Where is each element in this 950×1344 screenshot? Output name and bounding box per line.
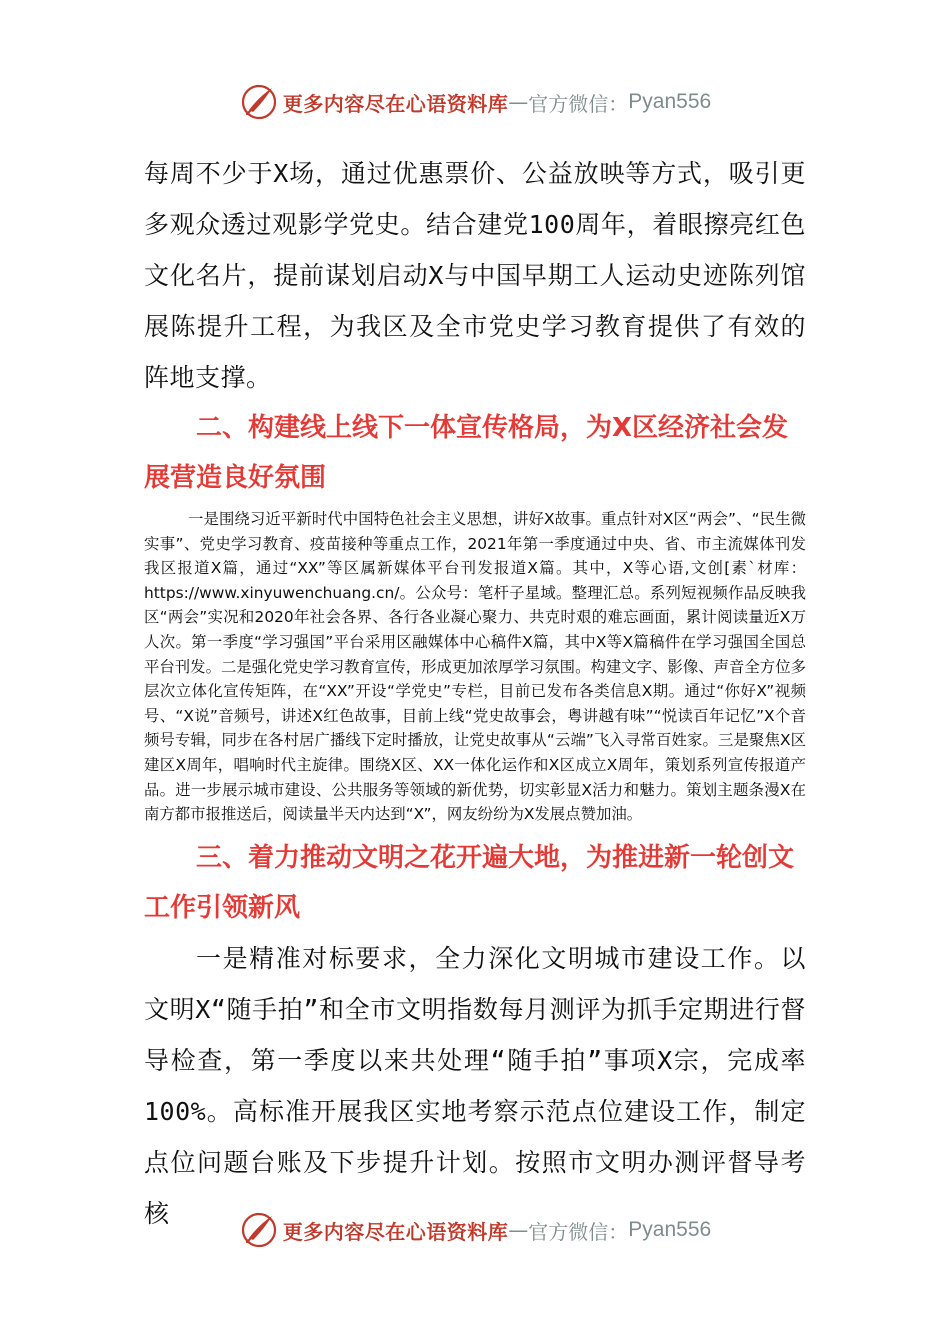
paragraph-2: 一是围绕习近平新时代中国特色社会主义思想，讲好X故事。重点针对X区“两会”、“民生微实事”、党史学习教育、疫苗接种等重点工作，2021年第一季度通过中央、省、市主流媒体刊发我区报道X篇，通过“XX”等区属新媒体平台刊发报道X篇。其中，X等心语,文创[素`材库：https://www.xinyuwenchuang.cn/。公众号：笔杆子星域。整理汇总。系列短视频作品反映我区“两会”实况和2020年社会各界、各行各业凝心聚力、共克时艰的难忘画面，累计阅读量近X万人次。第一季度“学习强国”平台采用区融媒体中心稿件X篇，其中X等X篇稿件在学习强国全国总平台刊发。二是强化党史学习教育宣传，形成更加浓厚学习氛围。构建文字、影像、声音全方位多层次立体化宣传矩阵，在“XX”开设“学党史”专栏，目前已发布各类信息X期。通过“你好X”视频号、“X说”音频号，讲述X红色故事，目前上线“党史故事会，粤讲越有味”“悦读百年记忆”X个音频号专辑，同步在各村居广播线下定时播放，让党史故事从“云端”飞入寻常百姓家。三是聚焦X区建区X周年，唱响时代主旋律。围绕X区、XX一体化运作和X区成立X周年，策划系列宣传报道产品。进一步展示城市建设、公共服务等领域的新优势，切实彰显X活力和魅力。策划主题条漫X在南方都市报推送后，阅读量半天内达到“X”，网友纷纷为X发展点赞加油。 [144, 510, 806, 824]
page-header [0, 80, 950, 124]
header-wechat-label: 官方微信： [528, 91, 629, 116]
paragraph-1: 每周不少于X场，通过优惠票价、公益放映等方式，吸引更多观众透过观影学党史。结合建党100周年，着眼擦亮红色文化名片，提前谋划启动X与中国早期工人运动史迹陈列馆展陈提升工程，为我区及全市党史学习教育提供了有效的阵地支撑。 [144, 159, 806, 392]
section-heading-3: 三、着力推动文明之花开遍大地，为推进新一轮创文工作引领新风 [144, 842, 795, 923]
paragraph-3: 一是精准对标要求，全力深化文明城市建设工作。以文明X“随手拍”和全市文明指数每月测评为抓手定期进行督导检查，第一季度以来共处理“随手拍”事项X宗，完成率100%。高标准开展我区实地考察示范点位建设工作，制定点位问题台账及下步提升计划。按照市文明办测评督导考核 [144, 943, 806, 1228]
header-wechat-id: Pyan556 [628, 90, 712, 113]
footer-brand-text: 更多内容尽在心语资料库 [282, 1219, 509, 1244]
header-separator: — [508, 90, 529, 114]
footer-separator: — [508, 1218, 529, 1242]
footer-wechat-label: 官方微信： [528, 1219, 629, 1244]
page-footer [0, 1208, 950, 1252]
document-body [144, 148, 806, 1239]
section-heading-2: 二、构建线上线下一体宣传格局，为X区经济社会发展营造良好氛围 [144, 413, 789, 493]
feather-pen-logo-icon [239, 1210, 279, 1250]
feather-pen-logo-icon [239, 82, 279, 122]
header-brand-text: 更多内容尽在心语资料库 [282, 91, 509, 116]
footer-wechat-id: Pyan556 [628, 1218, 712, 1241]
